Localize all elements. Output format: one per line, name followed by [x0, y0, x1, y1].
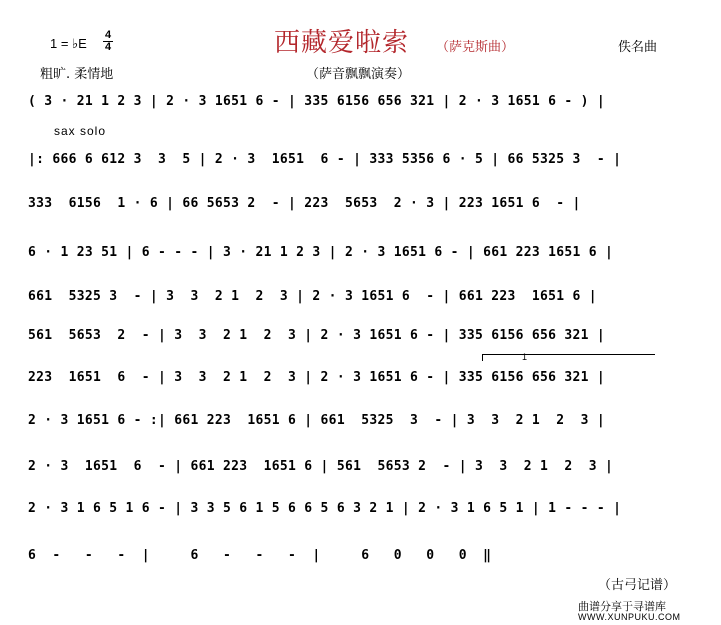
notation-row-1: ( 3 · 21 1 2 3 | 2 · 3 1651 6 - | 335 6156 656 321 | 2 · 3 1651 6 - ) |: [28, 94, 605, 109]
song-subtitle: （萨克斯曲）: [436, 40, 515, 55]
notation-row-9: 2 · 3 1651 6 - | 661 223 1651 6 | 561 5653 2 - | 3 3 2 1 2 3 |: [28, 459, 614, 474]
transcriber-credit: （古弓记谱）: [598, 578, 677, 593]
performer-credit: （萨音飘飘演奏）: [306, 67, 411, 82]
time-signature: [102, 30, 114, 53]
notation-row-11: 6 - - - | 6 - - - | 6 0 0 0 ‖: [28, 548, 492, 563]
site-name: 曲谱分享于寻谱库: [578, 600, 666, 613]
notation-row-10: 2 · 3 1 6 5 1 6 - | 3 3 5 6 1 5 6 6 5 6 3 2 1 | 2 · 3 1 6 5 1 | 1 - - - |: [28, 501, 622, 516]
notation-row-5: 661 5325 3 - | 3 3 2 1 2 3 | 2 · 3 1651 6 - | 661 223 1651 6 |: [28, 289, 597, 304]
time-signature-bottom: 4: [104, 41, 112, 53]
notation-row-2: |: 666 6 612 3 3 5 | 2 · 3 1651 6 - | 333 5356 6 · 5 | 66 5325 3 - |: [28, 152, 622, 167]
solo-annotation: sax solo: [54, 124, 107, 138]
notation-row-4: 6 · 1 23 51 | 6 - - - | 3 · 21 1 2 3 | 2 · 3 1651 6 - | 661 223 1651 6 |: [28, 245, 614, 260]
notation-row-3: 333 6156 1 · 6 | 66 5653 2 - | 223 5653 2 · 3 | 223 1651 6 - |: [28, 196, 581, 211]
time-signature-top: 4: [104, 29, 112, 41]
tempo-marking: 粗旷. 柔情地: [40, 67, 114, 82]
notation-row-8: 2 · 3 1651 6 - :| 661 223 1651 6 | 661 5325 3 - | 3 3 2 1 2 3 |: [28, 413, 605, 428]
volta-number: 1: [522, 352, 528, 362]
volta-bracket: [482, 354, 655, 361]
site-url: WWW.XUNPUKU.COM: [578, 612, 681, 622]
notation-row-6: 561 5653 2 - | 3 3 2 1 2 3 | 2 · 3 1651 6 - | 335 6156 656 321 |: [28, 328, 605, 343]
key-signature: 1 = ♭E: [50, 36, 87, 51]
song-title: 西藏爱啦索: [274, 28, 410, 58]
composer-credit: 佚名曲: [618, 40, 658, 55]
notation-row-7: 223 1651 6 - | 3 3 2 1 2 3 | 2 · 3 1651 6 - | 335 6156 656 321 |: [28, 370, 605, 385]
